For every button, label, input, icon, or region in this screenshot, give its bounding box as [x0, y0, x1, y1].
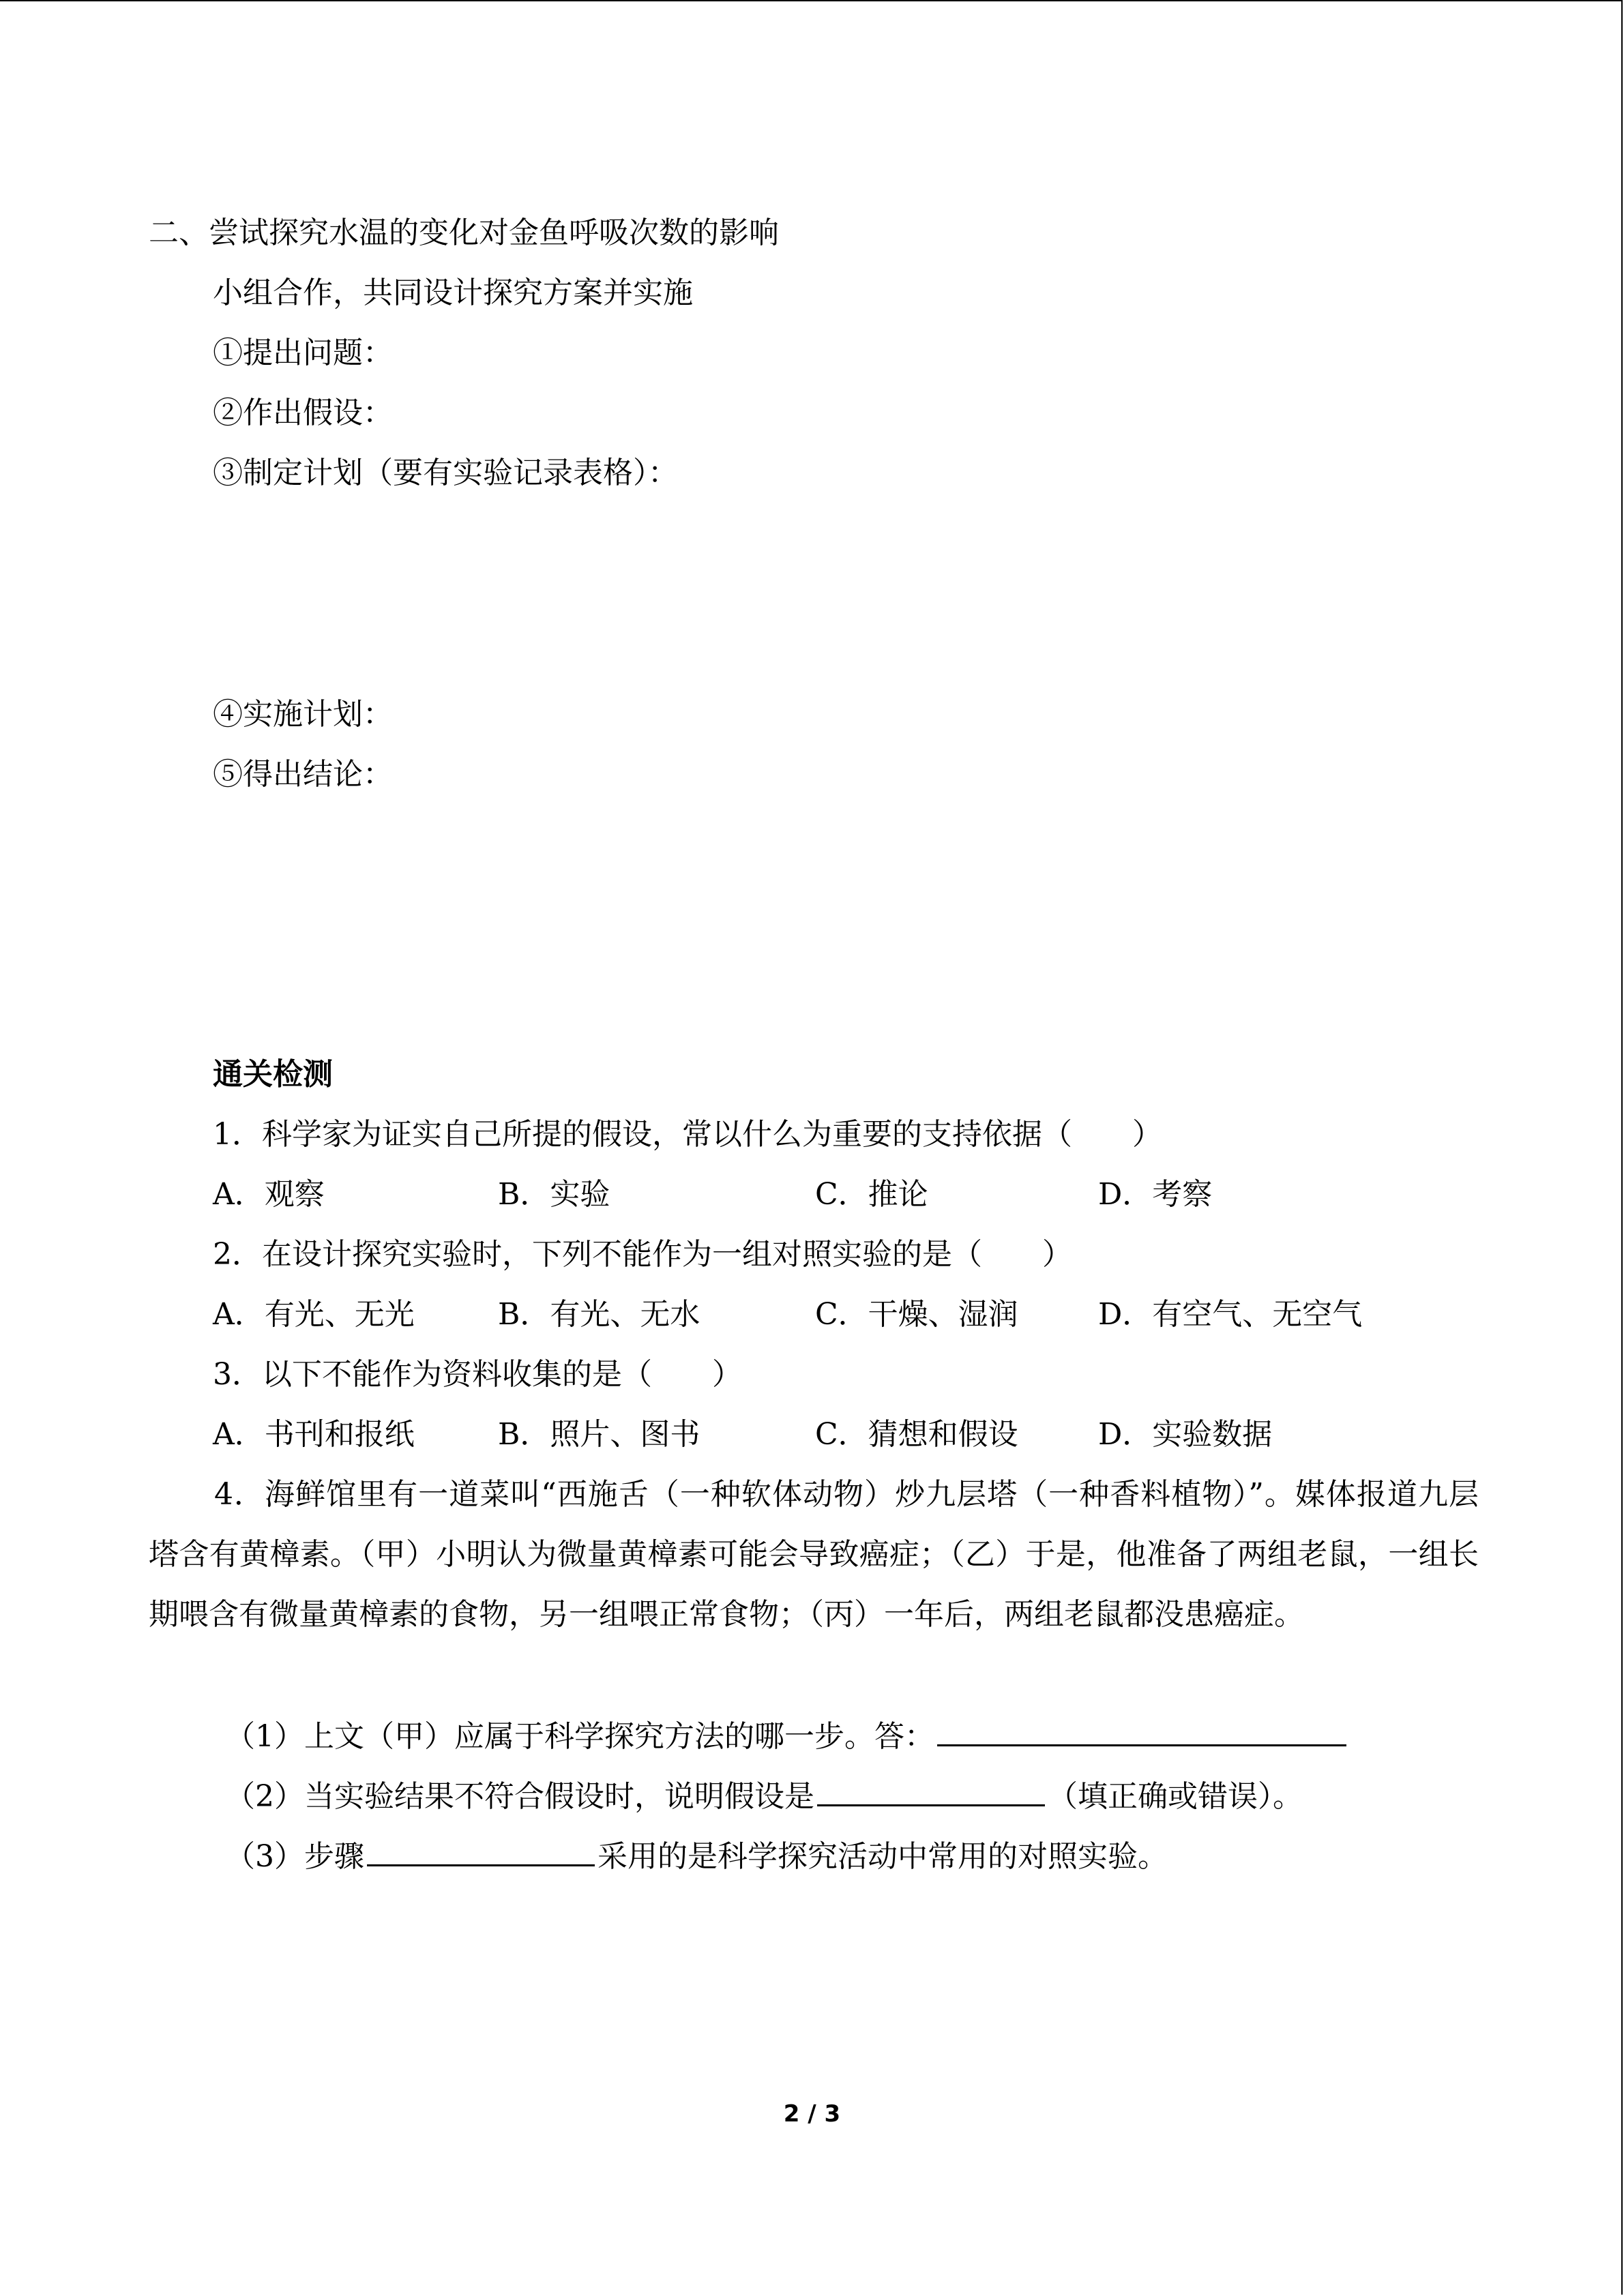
step-2: ②作出假设：	[213, 396, 393, 430]
q3-option-a: A．书刊和报纸	[213, 1417, 415, 1452]
section-intro: 小组合作，共同设计探究方案并实施	[213, 275, 693, 310]
q4-sub2-answer-blank[interactable]	[817, 1774, 1045, 1806]
q3-option-d: D．实验数据	[1098, 1417, 1273, 1452]
q4-sub2	[225, 1774, 1303, 1817]
q1-stem: 1．科学家为证实自己所提的假设，常以什么为重要的支持依据（ ）	[213, 1117, 1162, 1152]
section-heading: 二、尝试探究水温的变化对金鱼呼吸次数的影响	[149, 215, 779, 250]
q4-sub1-answer-blank[interactable]	[937, 1714, 1346, 1746]
step-3: ③制定计划（要有实验记录表格）：	[213, 456, 678, 490]
q1-option-a: A．观察	[213, 1177, 325, 1212]
q3-option-b: B．照片、图书	[498, 1417, 700, 1452]
q3-option-c: C．猜想和假设	[815, 1417, 1018, 1452]
q3-stem: 3．以下不能作为资料收集的是（ ）	[213, 1357, 742, 1392]
q4-sub3-suffix: 采用的是科学探究活动中常用的对照实验。	[597, 1839, 1168, 1874]
step-5: ⑤得出结论：	[213, 757, 393, 792]
q4-sub3-prefix: （3）步骤	[225, 1839, 364, 1874]
q4-sub3	[225, 1834, 1168, 1877]
q4-stem: 4．海鲜馆里有一道菜叫“西施舌（一种软体动物）炒九层塔（一种香料植物）”。媒体报道九层塔含有黄樟素。（甲）小明认为微量黄樟素可能会导致癌症；（乙）于是，他准备了两组老鼠，一组长期喂含有微量黄樟素的食物，另一组喂正常食物；（丙）一年后，两组老鼠都没患癌症。	[149, 1477, 1479, 1632]
q1-option-d: D．考察	[1098, 1177, 1213, 1212]
q4-sub2-prefix: （2）当实验结果不符合假设时，说明假设是	[225, 1779, 814, 1814]
q1-option-c: C．推论	[815, 1177, 928, 1212]
q2-option-d: D．有空气、无空气	[1098, 1297, 1363, 1332]
q2-stem: 2．在设计探究实验时，下列不能作为一组对照实验的是（ ）	[213, 1237, 1072, 1272]
q2-option-a: A．有光、无光	[213, 1297, 415, 1332]
q4-sub2-suffix: （填正确或错误）。	[1048, 1779, 1303, 1814]
step-1: ①提出问题：	[213, 336, 393, 370]
q2-option-c: C．干燥、湿润	[815, 1297, 1018, 1332]
step-4: ④实施计划：	[213, 697, 393, 732]
page-number: 2 / 3	[783, 2100, 841, 2128]
q4-sub3-answer-blank[interactable]	[367, 1834, 595, 1866]
q1-option-b: B．实验	[498, 1177, 610, 1212]
q4-sub1	[225, 1714, 1349, 1757]
test-title: 通关检测	[213, 1057, 333, 1092]
q4-sub1-prefix: （1）上文（甲）应属于科学探究方法的哪一步。答：	[225, 1719, 934, 1754]
q2-option-b: B．有光、无水	[498, 1297, 700, 1332]
